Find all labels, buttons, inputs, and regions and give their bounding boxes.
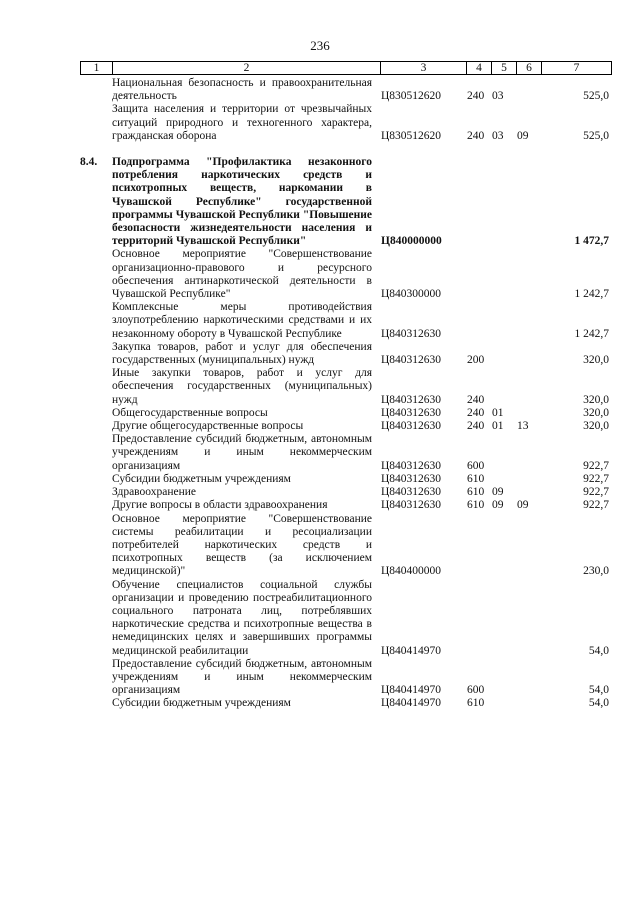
row-name: Национальная безопасность и правоохранительная деятельность [112,77,372,103]
row-number: 8.4. [80,156,98,169]
table-row [0,697,640,710]
row-expense-type: 610 [467,499,485,512]
row-code: Ц840312630 [381,486,442,499]
header-col-7: 7 [573,62,580,74]
row-code: Ц840400000 [381,565,442,578]
table-row [0,513,640,579]
row-amount: 922,7 [583,499,609,512]
table-row [0,341,640,367]
row-section: 03 [492,90,504,103]
header-col-1: 1 [81,62,113,74]
row-amount: 230,0 [583,565,609,578]
row-expense-type: 240 [467,393,485,406]
row-amount: 54,0 [588,697,609,710]
row-code: Ц840312630 [381,499,442,512]
table-row [0,301,640,341]
table-row [0,77,640,103]
row-name: Предоставление субсидий бюджетным, автономным учреждениям и иным некоммерческим организациям [112,433,372,472]
row-amount: 1 242,7 [574,288,609,301]
header-col-2: 2 [113,62,381,74]
row-amount: 1 472,7 [574,235,609,248]
table-row [0,433,640,473]
row-name: Защита населения и территории от чрезвычайных ситуаций природного и техногенного характера, гражданская оборона [112,103,372,142]
table-row [0,407,640,420]
row-amount: 320,0 [583,420,609,433]
row-name: Подпрограмма "Профилактика незаконного потребления наркотических средств и психотропных веществ, наркомании в Чувашской Республике" государственной программы Чувашской Республики "Повышение безопасности жизнедеятельности населения и территорий Чувашской Республики" [112,156,372,248]
row-amount: 320,0 [583,354,609,367]
page-number: 236 [310,38,330,53]
table-header [80,61,612,75]
row-section: 01 [492,420,504,433]
row-subsection: 09 [517,499,529,512]
table-row [0,473,640,486]
row-expense-type: 610 [467,486,485,499]
table-row [0,579,640,658]
row-name: Другие общегосударственные вопросы [112,420,304,433]
row-amount: 922,7 [583,486,609,499]
row-expense-type: 600 [467,459,485,472]
table-row [0,156,640,248]
row-amount: 320,0 [583,406,609,419]
row-code: Ц840312630 [381,420,442,433]
row-subsection: 13 [517,420,529,433]
header-col-6: 6 [517,62,542,74]
row-expense-type: 200 [467,354,485,367]
table-row [0,486,640,499]
row-name: Основное мероприятие "Совершенствование системы реабилитации и ресоциализации потребителей наркотических средств и психотропных веществ (за исключением медицинской)" [112,512,372,578]
row-expense-type: 240 [467,406,485,419]
table-row [0,499,640,512]
row-expense-type: 240 [467,90,485,103]
row-name: Субсидии бюджетным учреждениям [112,472,291,485]
row-section: 09 [492,499,504,512]
row-code: Ц840312630 [381,327,442,340]
row-expense-type: 240 [467,129,485,142]
row-name: Комплексные меры противодействия злоупотреблению наркотическими средствами и их незаконному обороту в Чувашской Республике [112,301,372,340]
row-amount: 922,7 [583,459,609,472]
table-row [0,420,640,433]
budget-table-body [0,77,640,711]
row-code: Ц840312630 [381,406,442,419]
row-name: Здравоохранение [112,486,197,499]
table-row [0,248,640,301]
row-amount: 922,7 [583,472,609,485]
row-code: Ц840414970 [381,684,442,697]
row-amount: 54,0 [588,644,609,657]
row-section: 09 [492,486,504,499]
row-code: Ц840312630 [381,472,442,485]
row-name: Общегосударственные вопросы [112,406,268,419]
row-code: Ц840414970 [381,697,442,710]
row-name: Иные закупки товаров, работ и услуг для обеспечения государственных (муниципальных) нужд [112,367,372,406]
row-expense-type: 610 [467,472,485,485]
table-row [0,367,640,407]
row-name: Основное мероприятие "Совершенствование организационно-правового и ресурсного обеспечения антинаркотической деятельности в Чувашской Республике" [112,248,372,301]
header-col-4: 4 [467,62,492,74]
row-expense-type: 600 [467,684,485,697]
row-amount: 525,0 [583,90,609,103]
row-amount: 54,0 [588,684,609,697]
row-code: Ц840000000 [381,235,442,248]
row-name: Закупка товаров, работ и услуг для обеспечения государственных (муниципальных) нужд [112,340,372,367]
row-subsection: 09 [517,129,529,142]
row-code: Ц840312630 [381,354,442,367]
row-code: Ц830512620 [381,90,442,103]
row-name: Субсидии бюджетным учреждениям [112,697,291,710]
row-code: Ц840300000 [381,288,442,301]
row-expense-type: 610 [467,697,485,710]
row-name: Предоставление субсидий бюджетным, автономным учреждениям и иным некоммерческим организациям [112,657,372,697]
row-expense-type: 240 [467,420,485,433]
header-col-3: 3 [381,62,467,74]
table-row [0,658,640,698]
row-amount: 525,0 [583,129,609,142]
header-col-5: 5 [492,62,517,74]
row-amount: 1 242,7 [574,327,609,340]
row-section: 01 [492,406,504,419]
table-row [0,103,640,143]
row-code: Ц840414970 [381,644,442,657]
row-section: 03 [492,129,504,142]
row-amount: 320,0 [583,393,609,406]
row-code: Ц840312630 [381,393,442,406]
row-name: Другие вопросы в области здравоохранения [112,499,328,512]
row-code: Ц840312630 [381,459,442,472]
row-code: Ц830512620 [381,129,442,142]
row-name: Обучение специалистов социальной службы организации и проведению постреабилитационного социального патроната лиц, потреблявших наркотические средства и психотропные вещества в немедицинских целях и завершивших программы медицинской реабилитации [112,578,372,657]
